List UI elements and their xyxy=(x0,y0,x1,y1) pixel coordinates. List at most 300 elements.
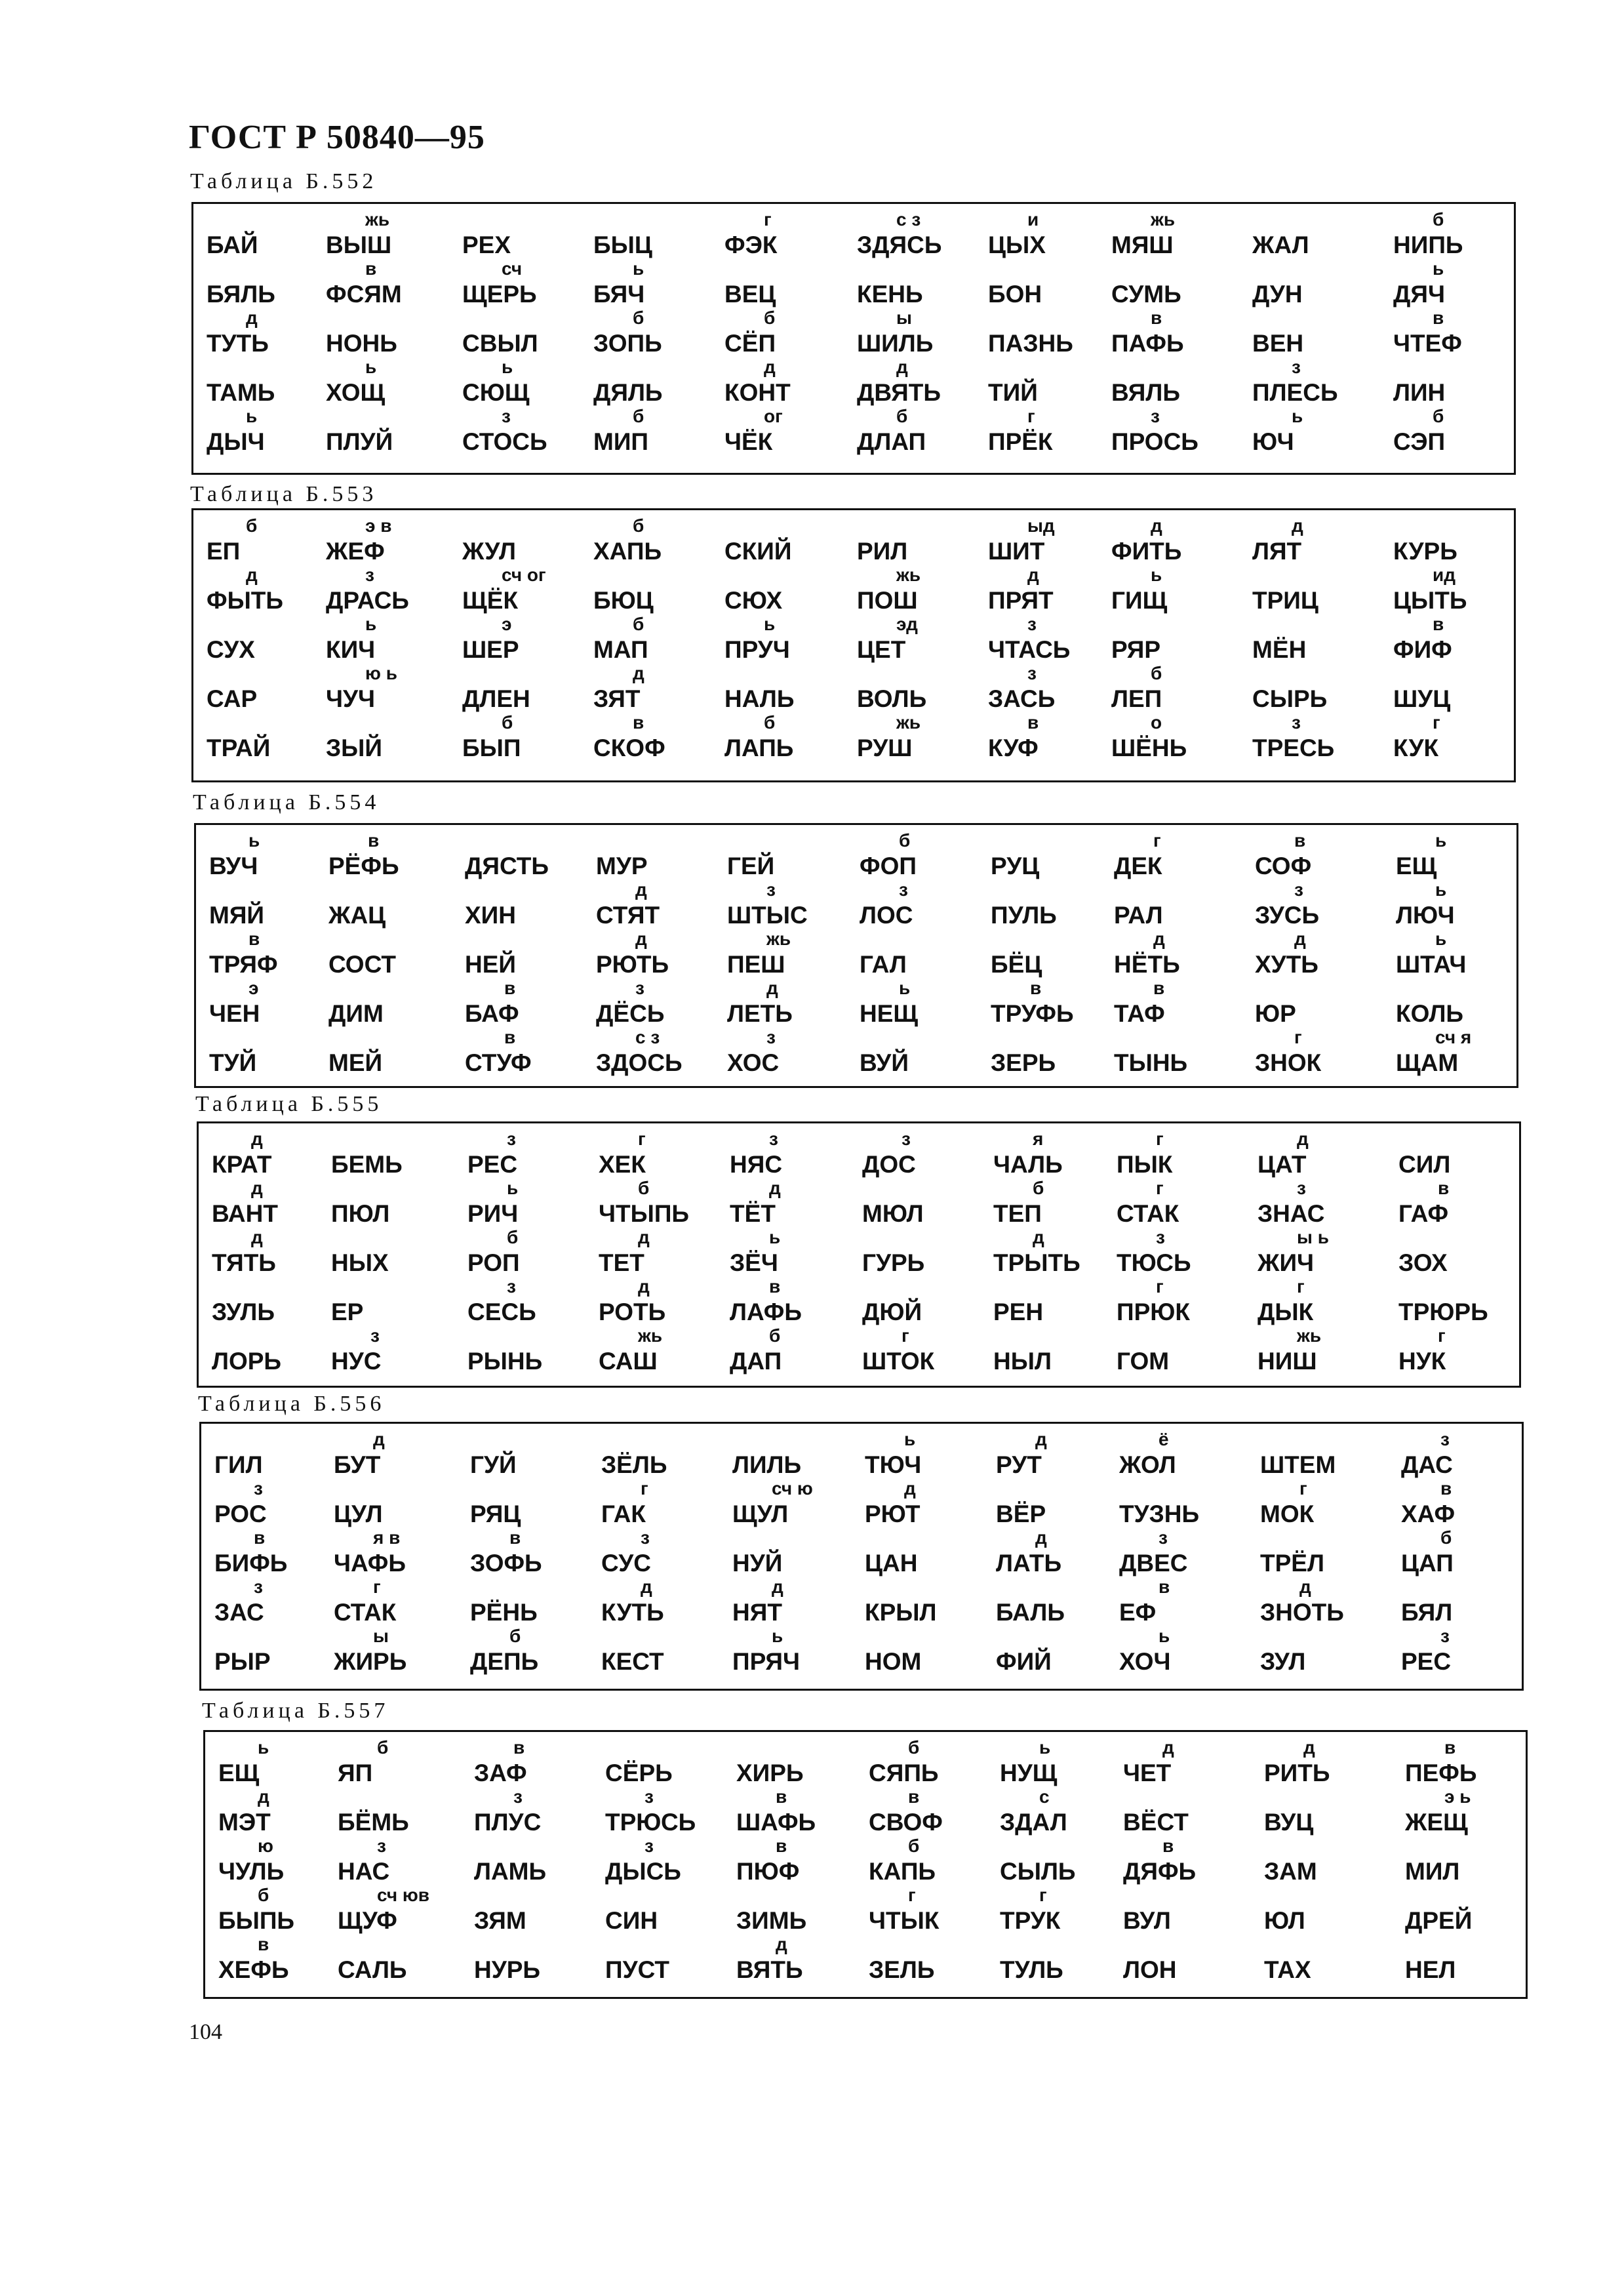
phonetic-mark: б xyxy=(633,614,644,634)
phonetic-mark: в xyxy=(254,1527,266,1548)
word: КУРЬ xyxy=(1393,538,1457,565)
phonetic-mark: г xyxy=(901,1325,909,1346)
phonetic-mark: з xyxy=(769,1129,778,1149)
word: КОНТ xyxy=(724,379,791,406)
word: СВЫЛ xyxy=(462,330,538,357)
word: ЧЕН xyxy=(209,1000,260,1027)
word: МЁН xyxy=(1252,636,1307,663)
phonetic-mark: б xyxy=(908,1836,920,1856)
word: ДВЯТЬ xyxy=(857,379,941,406)
phonetic-mark: д xyxy=(1292,515,1303,536)
word: ЗЁЧ xyxy=(730,1249,778,1276)
word: КОЛЬ xyxy=(1396,1000,1463,1027)
phonetic-mark: з xyxy=(1027,663,1037,683)
word: ЗДЯСЬ xyxy=(857,232,942,258)
phonetic-mark: б xyxy=(633,406,644,426)
word: НОМ xyxy=(865,1648,922,1675)
table-row xyxy=(196,978,1516,1027)
phonetic-mark: б xyxy=(633,308,644,328)
phonetic-mark: д xyxy=(776,1934,787,1954)
table-row xyxy=(196,929,1516,978)
phonetic-mark: ь xyxy=(507,1178,519,1198)
phonetic-mark: з xyxy=(254,1577,263,1597)
phonetic-mark: ь xyxy=(1433,258,1444,279)
word: НИПЬ xyxy=(1393,232,1463,258)
phonetic-mark: з xyxy=(644,1786,654,1807)
word: ЗНОТЬ xyxy=(1260,1599,1344,1626)
word-table xyxy=(203,1730,1528,1999)
phonetic-mark: жь xyxy=(1151,209,1176,230)
word: СЕСЬ xyxy=(467,1299,536,1325)
word: ЦЕТ xyxy=(857,636,906,663)
phonetic-mark: з xyxy=(365,565,374,585)
phonetic-mark: ыд xyxy=(1027,515,1055,536)
word-table xyxy=(191,508,1516,782)
word: СВОФ xyxy=(869,1809,943,1836)
phonetic-mark: в xyxy=(368,830,380,851)
word: РЯР xyxy=(1111,636,1161,663)
table-row xyxy=(196,830,1516,879)
phonetic-mark: в xyxy=(776,1786,787,1807)
word: СЁРЬ xyxy=(605,1760,673,1786)
word: ВОЛЬ xyxy=(857,685,927,712)
table-row xyxy=(205,1885,1526,1934)
word: ЗНАС xyxy=(1258,1200,1325,1227)
phonetic-mark: в xyxy=(633,712,644,733)
word: ШИТ xyxy=(988,538,1045,565)
table-row xyxy=(193,258,1514,308)
word: ХОЩ xyxy=(326,379,386,406)
word: КЕСТ xyxy=(601,1648,664,1675)
phonetic-mark: в xyxy=(1433,614,1444,634)
word: ШЕР xyxy=(462,636,519,663)
word: РЯЦ xyxy=(470,1500,521,1527)
page-number: 104 xyxy=(189,2020,222,2044)
phonetic-mark: д xyxy=(638,1227,650,1247)
word: ЗУЛЬ xyxy=(212,1299,275,1325)
phonetic-mark: з xyxy=(513,1786,523,1807)
table-row xyxy=(193,406,1514,455)
phonetic-mark: б xyxy=(1433,209,1444,230)
word: НУЙ xyxy=(732,1550,783,1577)
word: ПУЛЬ xyxy=(991,902,1057,929)
word: ХУТЬ xyxy=(1255,951,1318,978)
word: ШАФЬ xyxy=(736,1809,816,1836)
phonetic-mark: д xyxy=(638,1276,650,1297)
phonetic-mark: д xyxy=(251,1129,263,1149)
phonetic-mark: з xyxy=(1292,357,1301,377)
word: СТЯТ xyxy=(596,902,660,929)
phonetic-mark: сч ог xyxy=(502,565,546,585)
table-title: Таблица Б.553 xyxy=(190,482,378,506)
phonetic-mark: б xyxy=(1440,1527,1452,1548)
phonetic-mark: з xyxy=(1292,712,1301,733)
word: НЯТ xyxy=(732,1599,782,1626)
word: ПОШ xyxy=(857,587,918,614)
word: СТАК xyxy=(1117,1200,1179,1227)
word: РЁНЬ xyxy=(470,1599,538,1626)
word: ТИЙ xyxy=(988,379,1038,406)
phonetic-mark: д xyxy=(896,357,908,377)
phonetic-mark: з xyxy=(1440,1429,1450,1449)
word: РЮТЬ xyxy=(596,951,669,978)
word: БУТ xyxy=(334,1451,381,1478)
phonetic-mark: э xyxy=(502,614,512,634)
word: НЫЛ xyxy=(993,1348,1052,1375)
phonetic-mark: д xyxy=(1297,1129,1309,1149)
word: НУРЬ xyxy=(474,1956,541,1983)
word: ВЁСТ xyxy=(1123,1809,1189,1836)
word: ТУЗНЬ xyxy=(1119,1500,1200,1527)
word: ДЯФЬ xyxy=(1123,1858,1197,1885)
word: ШТОК xyxy=(862,1348,935,1375)
word: НОНЬ xyxy=(326,330,397,357)
table-row xyxy=(201,1478,1522,1527)
word: ЕП xyxy=(207,538,241,565)
phonetic-mark: в xyxy=(1438,1178,1450,1198)
word: ЦЫХ xyxy=(988,232,1046,258)
phonetic-mark: в xyxy=(248,929,260,949)
word: ЦАТ xyxy=(1258,1151,1307,1178)
word: ДОС xyxy=(862,1151,916,1178)
word: ТЮСЬ xyxy=(1117,1249,1191,1276)
phonetic-mark: г xyxy=(1299,1478,1307,1499)
phonetic-mark: в xyxy=(504,1027,516,1047)
word: НАС xyxy=(338,1858,390,1885)
phonetic-mark: с з xyxy=(635,1027,660,1047)
word: КУФ xyxy=(988,735,1039,761)
word: ЕР xyxy=(331,1299,364,1325)
word: МЯШ xyxy=(1111,232,1174,258)
word: ЗОПЬ xyxy=(593,330,662,357)
word: ЧЁК xyxy=(724,428,773,455)
word: РУЦ xyxy=(991,853,1040,879)
word: ЗАС xyxy=(214,1599,264,1626)
word: ДУН xyxy=(1252,281,1303,308)
word: СЯПЬ xyxy=(869,1760,939,1786)
word: КУК xyxy=(1393,735,1439,761)
word: ГЕЙ xyxy=(727,853,775,879)
word: ЧУЧ xyxy=(326,685,376,712)
word: ШТАЧ xyxy=(1396,951,1467,978)
phonetic-mark: д xyxy=(258,1786,269,1807)
phonetic-mark: д xyxy=(1303,1737,1315,1758)
word: ТЫНЬ xyxy=(1114,1049,1188,1076)
phonetic-mark: б xyxy=(509,1626,521,1646)
phonetic-mark: ь xyxy=(246,406,258,426)
word: ЮЧ xyxy=(1252,428,1294,455)
phonetic-mark: жь xyxy=(365,209,390,230)
word: ЧАФЬ xyxy=(334,1550,406,1577)
word: ХАПЬ xyxy=(593,538,662,565)
word: ТРУФЬ xyxy=(991,1000,1074,1027)
word: ФЫТЬ xyxy=(207,587,283,614)
word-table xyxy=(199,1422,1524,1691)
word: КИЧ xyxy=(326,636,376,663)
word: ТРЯФ xyxy=(209,951,278,978)
word: ЗАМ xyxy=(1264,1858,1317,1885)
phonetic-mark: д xyxy=(641,1577,652,1597)
phonetic-mark: в xyxy=(1433,308,1444,328)
word: ЦАП xyxy=(1401,1550,1454,1577)
word: ДЫЧ xyxy=(207,428,265,455)
word: ЛОН xyxy=(1123,1956,1177,1983)
word: КРЫЛ xyxy=(865,1599,937,1626)
word: ТРИЦ xyxy=(1252,587,1318,614)
phonetic-mark: в xyxy=(509,1527,521,1548)
phonetic-mark: ы ь xyxy=(1297,1227,1329,1247)
word: МЭТ xyxy=(218,1809,271,1836)
word: ШИЛЬ xyxy=(857,330,934,357)
word: ПЮФ xyxy=(736,1858,800,1885)
word: ЗЕРЬ xyxy=(991,1049,1056,1076)
phonetic-mark: д xyxy=(251,1227,263,1247)
word: ХИРЬ xyxy=(736,1760,804,1786)
word: КРАТ xyxy=(212,1151,272,1178)
word: БАЛЬ xyxy=(996,1599,1065,1626)
phonetic-mark: ь xyxy=(1435,929,1447,949)
table-title: Таблица Б.552 xyxy=(190,169,378,193)
table-row xyxy=(193,515,1514,565)
phonetic-mark: ь xyxy=(1435,830,1447,851)
word: ФОП xyxy=(860,853,917,879)
word: КЕНЬ xyxy=(857,281,923,308)
phonetic-mark: б xyxy=(638,1178,650,1198)
phonetic-mark: г xyxy=(908,1885,916,1905)
phonetic-mark: я в xyxy=(373,1527,401,1548)
word: ФИФ xyxy=(1393,636,1452,663)
word: ДВЕС xyxy=(1119,1550,1188,1577)
phonetic-mark: ы xyxy=(373,1626,389,1646)
word: СЮХ xyxy=(724,587,783,614)
phonetic-mark: з xyxy=(641,1527,650,1548)
phonetic-mark: д xyxy=(904,1478,916,1499)
word: ДЯЛЬ xyxy=(593,379,663,406)
word: ЖАЛ xyxy=(1252,232,1309,258)
word: ЗНОК xyxy=(1255,1049,1322,1076)
phonetic-mark: г xyxy=(1156,1178,1164,1198)
phonetic-mark: в xyxy=(776,1836,787,1856)
phonetic-mark: д xyxy=(251,1178,263,1198)
word: ЗДАЛ xyxy=(1000,1809,1067,1836)
table-row xyxy=(205,1786,1526,1836)
word: ВУЧ xyxy=(209,853,258,879)
word: ДАС xyxy=(1401,1451,1453,1478)
word: МЕЙ xyxy=(328,1049,383,1076)
word: РЕХ xyxy=(462,232,511,258)
table-row xyxy=(201,1626,1522,1675)
word: ЦУЛ xyxy=(334,1500,383,1527)
word: ЕЩ xyxy=(1396,853,1437,879)
word: ТРЁЛ xyxy=(1260,1550,1324,1577)
phonetic-mark: з xyxy=(1440,1626,1450,1646)
word: САЛЬ xyxy=(338,1956,407,1983)
word: МЮЛ xyxy=(862,1200,924,1227)
phonetic-mark: б xyxy=(764,712,776,733)
word: ФИТЬ xyxy=(1111,538,1182,565)
word: СКОФ xyxy=(593,735,665,761)
phonetic-mark: г xyxy=(764,209,772,230)
phonetic-mark: ид xyxy=(1433,565,1456,585)
word: ЗОФЬ xyxy=(470,1550,542,1577)
table-row xyxy=(193,308,1514,357)
word: ЦЫТЬ xyxy=(1393,587,1467,614)
word: БЯЛ xyxy=(1401,1599,1453,1626)
phonetic-mark: ь xyxy=(1159,1626,1170,1646)
word: ЩЕРЬ xyxy=(462,281,537,308)
word: ВЯТЬ xyxy=(736,1956,803,1983)
word: НЫХ xyxy=(331,1249,389,1276)
word: РИЧ xyxy=(467,1200,519,1227)
word: ЧТЕФ xyxy=(1393,330,1462,357)
phonetic-mark: в xyxy=(513,1737,525,1758)
word: СУМЬ xyxy=(1111,281,1181,308)
word: НАЛЬ xyxy=(724,685,795,712)
word: ПЮЛ xyxy=(331,1200,390,1227)
word: ДРЕЙ xyxy=(1405,1907,1473,1934)
phonetic-mark: с xyxy=(1039,1786,1050,1807)
word: ЛИН xyxy=(1393,379,1446,406)
table-row xyxy=(193,357,1514,406)
phonetic-mark: з xyxy=(502,406,511,426)
phonetic-mark: д xyxy=(635,879,647,900)
word: БЯЧ xyxy=(593,281,645,308)
phonetic-mark: б xyxy=(258,1885,269,1905)
phonetic-mark: ь xyxy=(772,1626,783,1646)
word: ТУТЬ xyxy=(207,330,269,357)
phonetic-mark: б xyxy=(246,515,258,536)
word: ПРЯТ xyxy=(988,587,1054,614)
word: ТЁТ xyxy=(730,1200,776,1227)
word: ВЯЛЬ xyxy=(1111,379,1180,406)
phonetic-mark: з xyxy=(1027,614,1037,634)
word: БЫЦ xyxy=(593,232,652,258)
phonetic-mark: ь xyxy=(502,357,513,377)
phonetic-mark: ь xyxy=(258,1737,269,1758)
word: РЫР xyxy=(214,1648,271,1675)
word: ПЕШ xyxy=(727,951,785,978)
table-row xyxy=(199,1276,1519,1325)
phonetic-mark: жь xyxy=(896,712,921,733)
phonetic-mark: ь xyxy=(365,614,377,634)
word: ДЮЙ xyxy=(862,1299,922,1325)
word: МУР xyxy=(596,853,648,879)
phonetic-mark: ь xyxy=(1435,879,1447,900)
word: НИШ xyxy=(1258,1348,1317,1375)
word: КАПЬ xyxy=(869,1858,936,1885)
phonetic-mark: ь xyxy=(904,1429,916,1449)
word: ХАФ xyxy=(1401,1500,1456,1527)
word: ЗАФ xyxy=(474,1760,527,1786)
word-table xyxy=(197,1121,1521,1388)
word: РОП xyxy=(467,1249,520,1276)
phonetic-mark: б xyxy=(1433,406,1444,426)
table-row xyxy=(201,1429,1522,1478)
phonetic-mark: в xyxy=(1151,308,1162,328)
word: ВЕЦ xyxy=(724,281,776,308)
table-row xyxy=(205,1737,1526,1786)
word: ДЯЧ xyxy=(1393,281,1445,308)
phonetic-mark: д xyxy=(635,929,647,949)
word: БЕМЬ xyxy=(331,1151,403,1178)
phonetic-mark: д xyxy=(633,663,644,683)
word: ВЁР xyxy=(996,1500,1046,1527)
phonetic-mark: з xyxy=(377,1836,386,1856)
word: ГИЩ xyxy=(1111,587,1168,614)
phonetic-mark: б xyxy=(899,830,911,851)
phonetic-mark: д xyxy=(1027,565,1039,585)
document-header: ГОСТ Р 50840—95 xyxy=(189,119,485,156)
word: ЛЮЧ xyxy=(1396,902,1455,929)
word: ВАНТ xyxy=(212,1200,278,1227)
word: ЛЕТЬ xyxy=(727,1000,793,1027)
word: ЛОРЬ xyxy=(212,1348,282,1375)
word: ПРЯЧ xyxy=(732,1648,800,1675)
phonetic-mark: ь xyxy=(1151,565,1162,585)
word: ГУЙ xyxy=(470,1451,517,1478)
table-row xyxy=(201,1527,1522,1577)
phonetic-mark: з xyxy=(766,879,776,900)
word: МИЛ xyxy=(1405,1858,1460,1885)
word: ЧТЫК xyxy=(869,1907,940,1934)
phonetic-mark: в xyxy=(258,1934,269,1954)
word: ЛЕП xyxy=(1111,685,1162,712)
phonetic-mark: б xyxy=(769,1325,781,1346)
phonetic-mark: в xyxy=(1153,978,1165,998)
phonetic-mark: и xyxy=(1027,209,1039,230)
word: ЗИМЬ xyxy=(736,1907,807,1934)
phonetic-mark: э ь xyxy=(1444,1786,1471,1807)
phonetic-mark: в xyxy=(908,1786,920,1807)
word: НУК xyxy=(1398,1348,1446,1375)
phonetic-mark: ь xyxy=(899,978,911,998)
word: СТОСЬ xyxy=(462,428,547,455)
phonetic-mark: эд xyxy=(896,614,918,634)
word: ЛОС xyxy=(860,902,913,929)
phonetic-mark: жь xyxy=(1297,1325,1322,1346)
word: СОФ xyxy=(1255,853,1312,879)
phonetic-mark: в xyxy=(1294,830,1306,851)
word: ЗДОСЬ xyxy=(596,1049,683,1076)
word: БЁЦ xyxy=(991,951,1042,978)
word: ПЛУС xyxy=(474,1809,542,1836)
word: ТРУК xyxy=(1000,1907,1061,1934)
phonetic-mark: в xyxy=(769,1276,781,1297)
phonetic-mark: ог xyxy=(764,406,783,426)
table-title: Таблица Б.555 xyxy=(195,1092,383,1116)
word: ПЕФЬ xyxy=(1405,1760,1477,1786)
phonetic-mark: жь xyxy=(638,1325,663,1346)
word: ЖЕФ xyxy=(326,538,385,565)
word: БЫПЬ xyxy=(218,1907,295,1934)
phonetic-mark: д xyxy=(1035,1429,1047,1449)
phonetic-mark: сч ю xyxy=(772,1478,813,1499)
word: ТРЮРЬ xyxy=(1398,1299,1488,1325)
word: ЩЁК xyxy=(462,587,519,614)
phonetic-mark: ь xyxy=(1039,1737,1051,1758)
table-row xyxy=(196,879,1516,929)
word: ГАЛ xyxy=(860,951,907,978)
word: ДЕК xyxy=(1114,853,1162,879)
word-table xyxy=(194,823,1518,1088)
word: СОСТ xyxy=(328,951,396,978)
word: ЛАМЬ xyxy=(474,1858,547,1885)
phonetic-mark: д xyxy=(1151,515,1162,536)
word: РЮТ xyxy=(865,1500,921,1527)
word: БЫП xyxy=(462,735,521,761)
word: СЫЛЬ xyxy=(1000,1858,1076,1885)
table-title: Таблица Б.554 xyxy=(193,790,380,815)
